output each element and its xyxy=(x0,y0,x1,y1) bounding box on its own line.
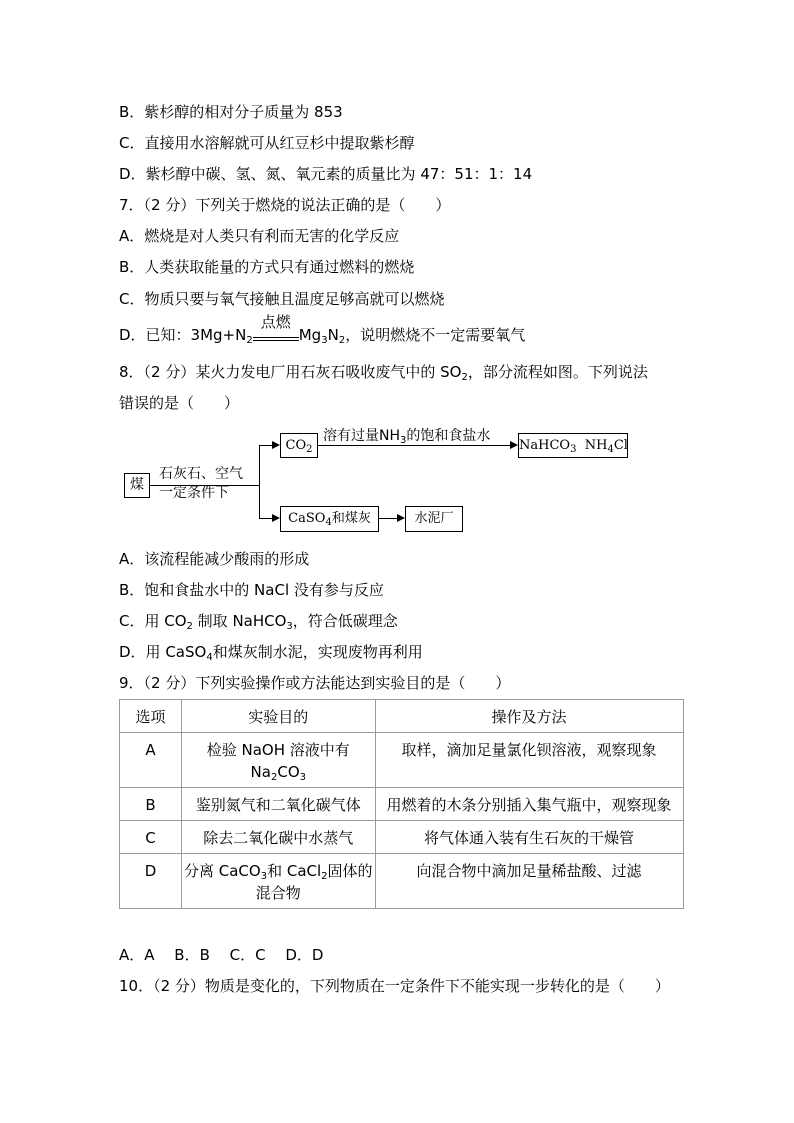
goal-d-line2: 混合物 xyxy=(255,884,301,902)
q7-option-a: A．燃烧是对人类只有利而无害的化学反应 xyxy=(119,227,400,245)
line-to-product xyxy=(318,445,510,446)
arrow-to-product xyxy=(510,441,518,449)
q8-d-sub: 4 xyxy=(206,652,213,663)
cement-box xyxy=(405,506,463,532)
q8-c-mid: 制取 NaHCO xyxy=(192,612,287,630)
q8-stem-line2: 错误的是（ ） xyxy=(119,394,240,412)
main-line xyxy=(150,485,259,486)
q7-option-d xyxy=(119,313,526,346)
row-method: 将气体通入装有生石灰的干燥管 xyxy=(375,821,683,854)
q8-c-sub2: 3 xyxy=(286,621,293,632)
co2-box xyxy=(280,433,318,458)
table-row xyxy=(120,788,684,821)
table-row xyxy=(120,854,684,909)
cement-label: 水泥厂 xyxy=(414,511,454,526)
co2-text: CO xyxy=(285,438,307,453)
q10-stem: 10．（2 分）物质是变化的，下列物质在一定条件下不能实现一步转化的是（ ） xyxy=(119,977,670,995)
nh4cl-sub: 4 xyxy=(607,444,614,455)
q9-answer-options: A．A B．B C．C D．D xyxy=(119,946,324,964)
q7-option-c: C．物质只要与氧气接触且温度足够高就可以燃烧 xyxy=(119,290,445,308)
row-option: B xyxy=(120,788,182,821)
condition-label: 点燃 xyxy=(260,313,291,331)
q7-d-text-pre: D．已知：3Mg+N xyxy=(119,326,247,344)
goal-d-pre: 分离 CaCO xyxy=(184,862,261,880)
branch-bottom-line xyxy=(259,518,272,519)
goal-d-post: 固体的 xyxy=(327,862,373,880)
q8-stem-pre: 8．（2 分）某火力发电厂用石灰石吸收废气中的 SO xyxy=(119,363,462,381)
arrow-to-co2 xyxy=(272,441,280,449)
nh3-brine-pre: 溶有过量NH xyxy=(323,428,400,444)
table-row xyxy=(120,733,684,788)
coal-box xyxy=(124,473,150,498)
header-option: 选项 xyxy=(120,700,182,733)
nahco3-text: NaHCO xyxy=(519,438,571,453)
arrow-to-cement xyxy=(397,514,405,522)
row-goal: 鉴别氮气和二氧化碳气体 xyxy=(182,788,376,821)
q7-option-b: B．人类获取能量的方式只有通过燃料的燃烧 xyxy=(119,258,415,276)
q9-stem: 9．（2 分）下列实验操作或方法能达到实验目的是（ ） xyxy=(119,674,511,692)
q7-d-text-post: ，说明燃烧不一定需要氧气 xyxy=(345,326,526,344)
q6-option-c: C．直接用水溶解就可从红豆杉中提取紫杉醇 xyxy=(119,134,415,152)
product-box xyxy=(518,433,628,458)
goal-a-co: CO xyxy=(277,763,300,781)
row-method: 用燃着的木条分别插入集气瓶中，观察现象 xyxy=(375,788,683,821)
header-goal: 实验目的 xyxy=(182,700,376,733)
co2-sub: 2 xyxy=(306,444,313,455)
caso4-box xyxy=(280,506,379,532)
q6-option-b: B．紫杉醇的相对分子质量为 853 xyxy=(119,103,343,121)
q8-stem-line1 xyxy=(119,362,648,382)
q6-option-d: D．紫杉醇中碳、氢、氮、氧元素的质量比为 47：51：1：14 xyxy=(119,165,533,183)
condition-label-bottom: 一定条件下 xyxy=(159,485,229,501)
nh3-brine-post: 的饱和食盐水 xyxy=(406,428,491,444)
row-method: 取样，滴加足量氯化钡溶液，观察现象 xyxy=(375,733,683,788)
nh3-brine-label xyxy=(323,427,490,445)
q8-stem-post: ，部分流程如图。下列说法 xyxy=(467,363,648,381)
nh4cl-post: Cl xyxy=(613,438,628,453)
header-method: 操作及方法 xyxy=(375,700,683,733)
goal-d-mid: 和 CaCl xyxy=(267,862,322,880)
row-method: 向混合物中滴加足量稀盐酸、过滤 xyxy=(375,854,683,909)
nh4cl-text: NH xyxy=(584,438,608,453)
q8-d-post: 和煤灰制水泥，实现废物再利用 xyxy=(212,643,423,661)
row-goal: 除去二氧化碳中水蒸气 xyxy=(182,821,376,854)
row-option: C xyxy=(120,821,182,854)
row-goal xyxy=(182,854,376,909)
condition-label-top: 石灰石、空气 xyxy=(159,466,243,482)
caso4-text: CaSO xyxy=(288,511,326,526)
q8-stem-sub: 2 xyxy=(461,372,468,383)
coal-label: 煤 xyxy=(130,477,144,493)
goal-a-line2 xyxy=(251,763,306,781)
row-goal xyxy=(182,733,376,788)
q8-option-b: B．饱和食盐水中的 NaCl 没有参与反应 xyxy=(119,581,384,599)
q8-option-a: A．该流程能减少酸雨的形成 xyxy=(119,550,310,568)
nh3-brine-sub: 3 xyxy=(400,435,407,446)
goal-a-sub1: 2 xyxy=(270,772,278,783)
nahco3-sub: 3 xyxy=(570,444,577,455)
q8-option-d xyxy=(119,642,423,662)
q7-stem: 7．（2 分）下列关于燃烧的说法正确的是（ ） xyxy=(119,196,451,214)
q8-c-post: ，符合低碳理念 xyxy=(292,612,398,630)
goal-a-line1: 检验 NaOH 溶液中有 xyxy=(206,741,350,759)
experiment-table xyxy=(119,699,684,909)
q7-d-sub1: 2 xyxy=(246,335,253,346)
equals-line-top xyxy=(253,337,299,338)
goal-d-sub2: 2 xyxy=(321,871,328,882)
row-option: A xyxy=(120,733,182,788)
reaction-condition xyxy=(253,313,299,345)
q8-d-pre: D．用 CaSO xyxy=(119,643,207,661)
arrow-to-caso4 xyxy=(272,514,280,522)
q7-d-text-mid: Mg xyxy=(298,326,322,344)
caso4-post: 和煤灰 xyxy=(331,511,371,526)
table-header-row xyxy=(120,700,684,733)
goal-d-line1 xyxy=(184,862,373,880)
q8-c-pre: C．用 CO xyxy=(119,612,187,630)
caso4-sub: 4 xyxy=(325,517,332,528)
table-row xyxy=(120,821,684,854)
goal-a-na: Na xyxy=(250,763,271,781)
q8-option-c xyxy=(119,611,398,631)
q7-d-sub3: 2 xyxy=(338,335,346,346)
row-option: D xyxy=(120,854,182,909)
line-to-cement xyxy=(379,518,397,519)
branch-top-line xyxy=(259,445,272,446)
equals-line-bottom xyxy=(253,340,299,341)
q8-c-sub: 2 xyxy=(186,621,193,632)
q7-d-sub2: 3 xyxy=(321,335,328,346)
goal-d-sub1: 3 xyxy=(260,871,268,882)
goal-a-sub2: 3 xyxy=(299,772,306,783)
split-line xyxy=(259,445,260,518)
q7-d-text-mid2: N xyxy=(327,326,339,344)
